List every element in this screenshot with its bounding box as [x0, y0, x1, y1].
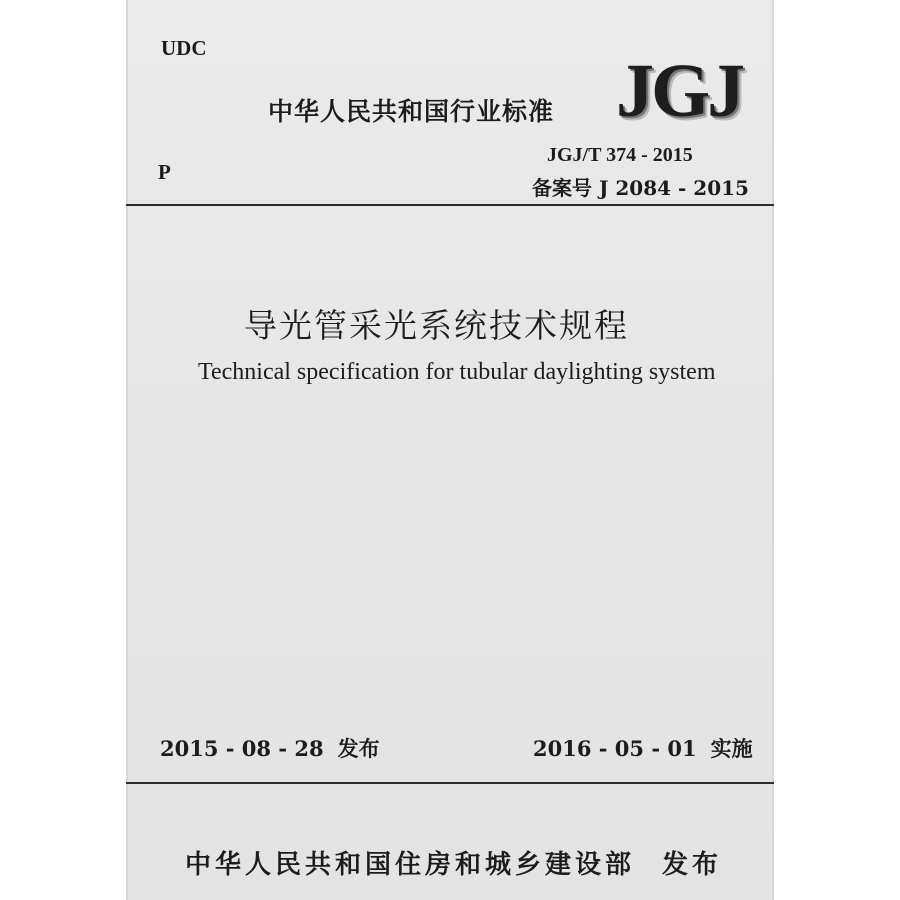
industry-standard-heading: 中华人民共和国行业标准 — [268, 97, 555, 126]
issuing-verb: 发布 — [662, 850, 723, 880]
record-number: 备案号 J 2084 - 2015 — [532, 176, 749, 200]
title-english: Technical specification for tubular daylighting system — [198, 359, 716, 385]
title-chinese: 导光管采光系统技术规程 — [244, 306, 629, 345]
jgj-logo: JGJ — [616, 49, 743, 133]
publish-line — [160, 733, 380, 763]
standard-code: JGJ/T 374 - 2015 — [547, 144, 693, 166]
effective-line — [533, 733, 753, 763]
publish-date: 2015 - 08 - 28 — [160, 736, 324, 761]
top-divider — [126, 204, 774, 206]
udc-label: UDC — [161, 36, 207, 60]
publish-label: 发布 — [337, 736, 380, 761]
standard-cover — [126, 0, 774, 900]
issuing-authority: 中华人民共和国住房和城乡建设部 — [185, 850, 636, 880]
category-letter: P — [158, 160, 171, 184]
effective-label: 实施 — [710, 736, 753, 761]
effective-date: 2016 - 05 - 01 — [533, 736, 697, 761]
bottom-divider — [126, 782, 774, 784]
